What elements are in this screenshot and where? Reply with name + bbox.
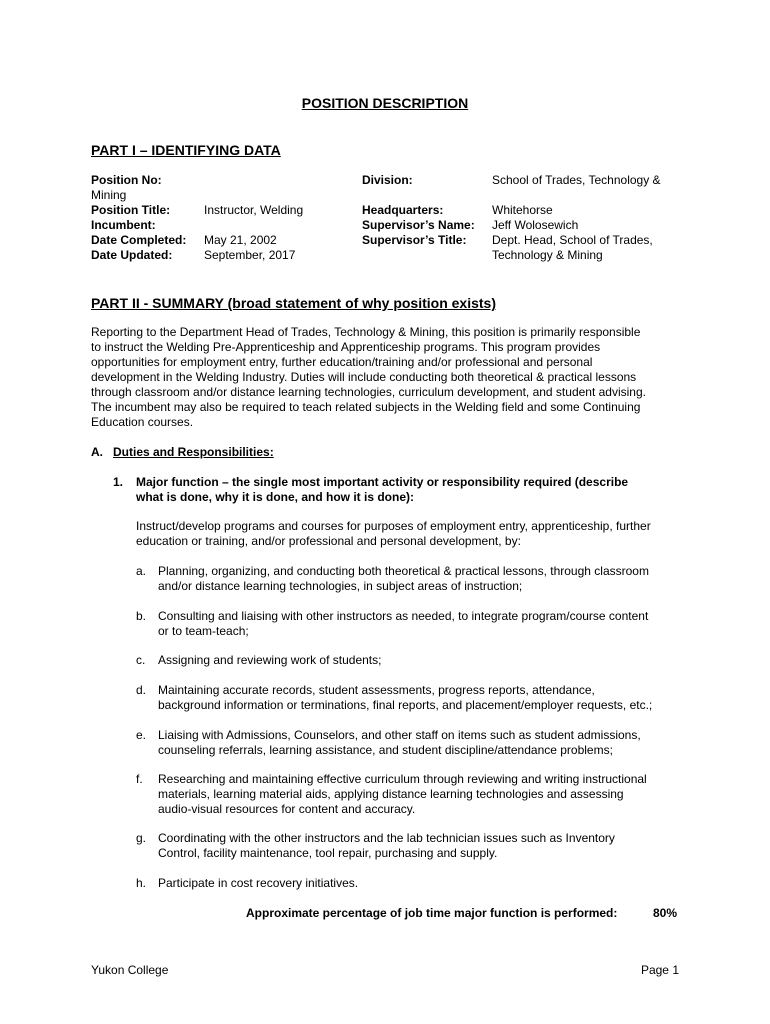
item-line: Coordinating with the other instructors and the lab technician issues such as Inventory xyxy=(158,831,615,845)
item-letter: e. xyxy=(136,728,147,742)
list-item xyxy=(158,609,698,639)
headquarters-label: Headquarters: xyxy=(362,203,444,217)
list-item xyxy=(158,831,698,861)
item-line: Liaising with Admissions, Counselors, and other staff on items such as student admissions, xyxy=(158,728,641,742)
item-line: or to team-teach; xyxy=(158,624,249,638)
item-letter: d. xyxy=(136,683,147,697)
summary-line: opportunities for employment entry, further education/training and/or professional and personal xyxy=(91,355,593,369)
summary-line: through classroom and/or distance learning technologies, curriculum development, and student advising. xyxy=(91,385,646,399)
part-2-heading: PART II - SUMMARY (broad statement of why position exists) xyxy=(91,295,496,311)
list-item xyxy=(158,564,698,594)
intro-line: education or training, and/or professional and personal development, by: xyxy=(136,534,521,548)
item-letter: h. xyxy=(136,876,147,890)
list-item xyxy=(158,728,698,758)
item-line: Participate in cost recovery initiatives. xyxy=(158,876,359,890)
headquarters-value: Whitehorse xyxy=(492,203,553,217)
item-letter: f. xyxy=(136,772,143,786)
date-completed-label: Date Completed: xyxy=(91,233,187,247)
item-line: Researching and maintaining effective curriculum through reviewing and writing instructional xyxy=(158,772,647,786)
division-value-continued: Mining xyxy=(91,188,127,202)
item-letter: c. xyxy=(136,653,146,667)
date-updated-label: Date Updated: xyxy=(91,248,173,262)
supervisor-name-value: Jeff Wolosewich xyxy=(492,218,579,232)
item-letter: a. xyxy=(136,564,147,578)
summary-paragraph xyxy=(91,325,681,430)
item-letter: g. xyxy=(136,831,147,845)
summary-line: development in the Welding Industry. Duties will include conducting both theoretical & practical lessons xyxy=(91,370,637,384)
supervisor-title-value-continued: Technology & Mining xyxy=(492,248,603,262)
list-item xyxy=(158,653,698,668)
supervisor-title-label: Supervisor’s Title: xyxy=(362,233,467,247)
summary-line: The incumbent may also be required to teach related subjects in the Welding field and some Continuing xyxy=(91,400,641,414)
summary-line: Reporting to the Department Head of Trades, Technology & Mining, this position is primarily responsible xyxy=(91,325,641,339)
list-item xyxy=(158,772,698,817)
percentage-value: 80% xyxy=(653,906,678,920)
item-line: and/or distance learning technologies, in subject areas of instruction; xyxy=(158,579,523,593)
item-line: Assigning and reviewing work of students; xyxy=(158,653,382,667)
supervisor-name-label: Supervisor’s Name: xyxy=(362,218,475,232)
part-1-heading: PART I – IDENTIFYING DATA xyxy=(91,142,281,158)
percentage-label: Approximate percentage of job time major function is performed: xyxy=(246,906,618,920)
footer-page-number: Page 1 xyxy=(640,963,679,977)
item-line: Control, facility maintenance, tool repair, purchasing and supply. xyxy=(158,846,498,860)
section-a-letter: A. xyxy=(91,445,103,459)
date-completed-value: May 21, 2002 xyxy=(204,233,277,247)
major-function-number: 1. xyxy=(113,475,124,489)
summary-line: to instruct the Welding Pre-Apprenticeship and Apprenticeship programs. This program provides xyxy=(91,340,601,354)
footer-organization: Yukon College xyxy=(91,963,169,977)
position-title-label: Position Title: xyxy=(91,203,171,217)
major-function-line: Major function – the single most important activity or responsibility required (describe xyxy=(136,475,629,489)
major-function-heading xyxy=(136,475,696,505)
division-value: School of Trades, Technology & xyxy=(492,173,661,187)
division-label: Division: xyxy=(362,173,413,187)
intro-line: Instruct/develop programs and courses for purposes of employment entry, apprenticeship, further xyxy=(136,519,651,533)
supervisor-title-value: Dept. Head, School of Trades, xyxy=(492,233,653,247)
date-updated-value: September, 2017 xyxy=(204,248,296,262)
major-function-line: what is done, why it is done, and how it is done): xyxy=(136,490,415,504)
position-no-label: Position No: xyxy=(91,173,162,187)
summary-line: Education courses. xyxy=(91,415,194,429)
item-line: Planning, organizing, and conducting both theoretical & practical lessons, through classroom xyxy=(158,564,649,578)
item-line: Maintaining accurate records, student assessments, progress reports, attendance, xyxy=(158,683,595,697)
item-letter: b. xyxy=(136,609,147,623)
position-title-value: Instructor, Welding xyxy=(204,203,304,217)
major-function-intro xyxy=(136,519,686,549)
item-line: audio-visual resources for content and accuracy. xyxy=(158,802,416,816)
item-line: background information or terminations, final reports, and placement/employer requests, etc.; xyxy=(158,698,653,712)
incumbent-label: Incumbent: xyxy=(91,218,156,232)
item-line: materials, learning material aids, applying distance learning technologies and assessing xyxy=(158,787,624,801)
item-line: counseling referrals, learning assistance, and student discipline/attendance problems; xyxy=(158,743,613,757)
list-item xyxy=(158,876,698,891)
list-item xyxy=(158,683,698,713)
page-title: POSITION DESCRIPTION xyxy=(301,95,469,111)
item-line: Consulting and liaising with other instructors as needed, to integrate program/course content xyxy=(158,609,649,623)
section-a-title: Duties and Responsibilities: xyxy=(113,445,274,459)
